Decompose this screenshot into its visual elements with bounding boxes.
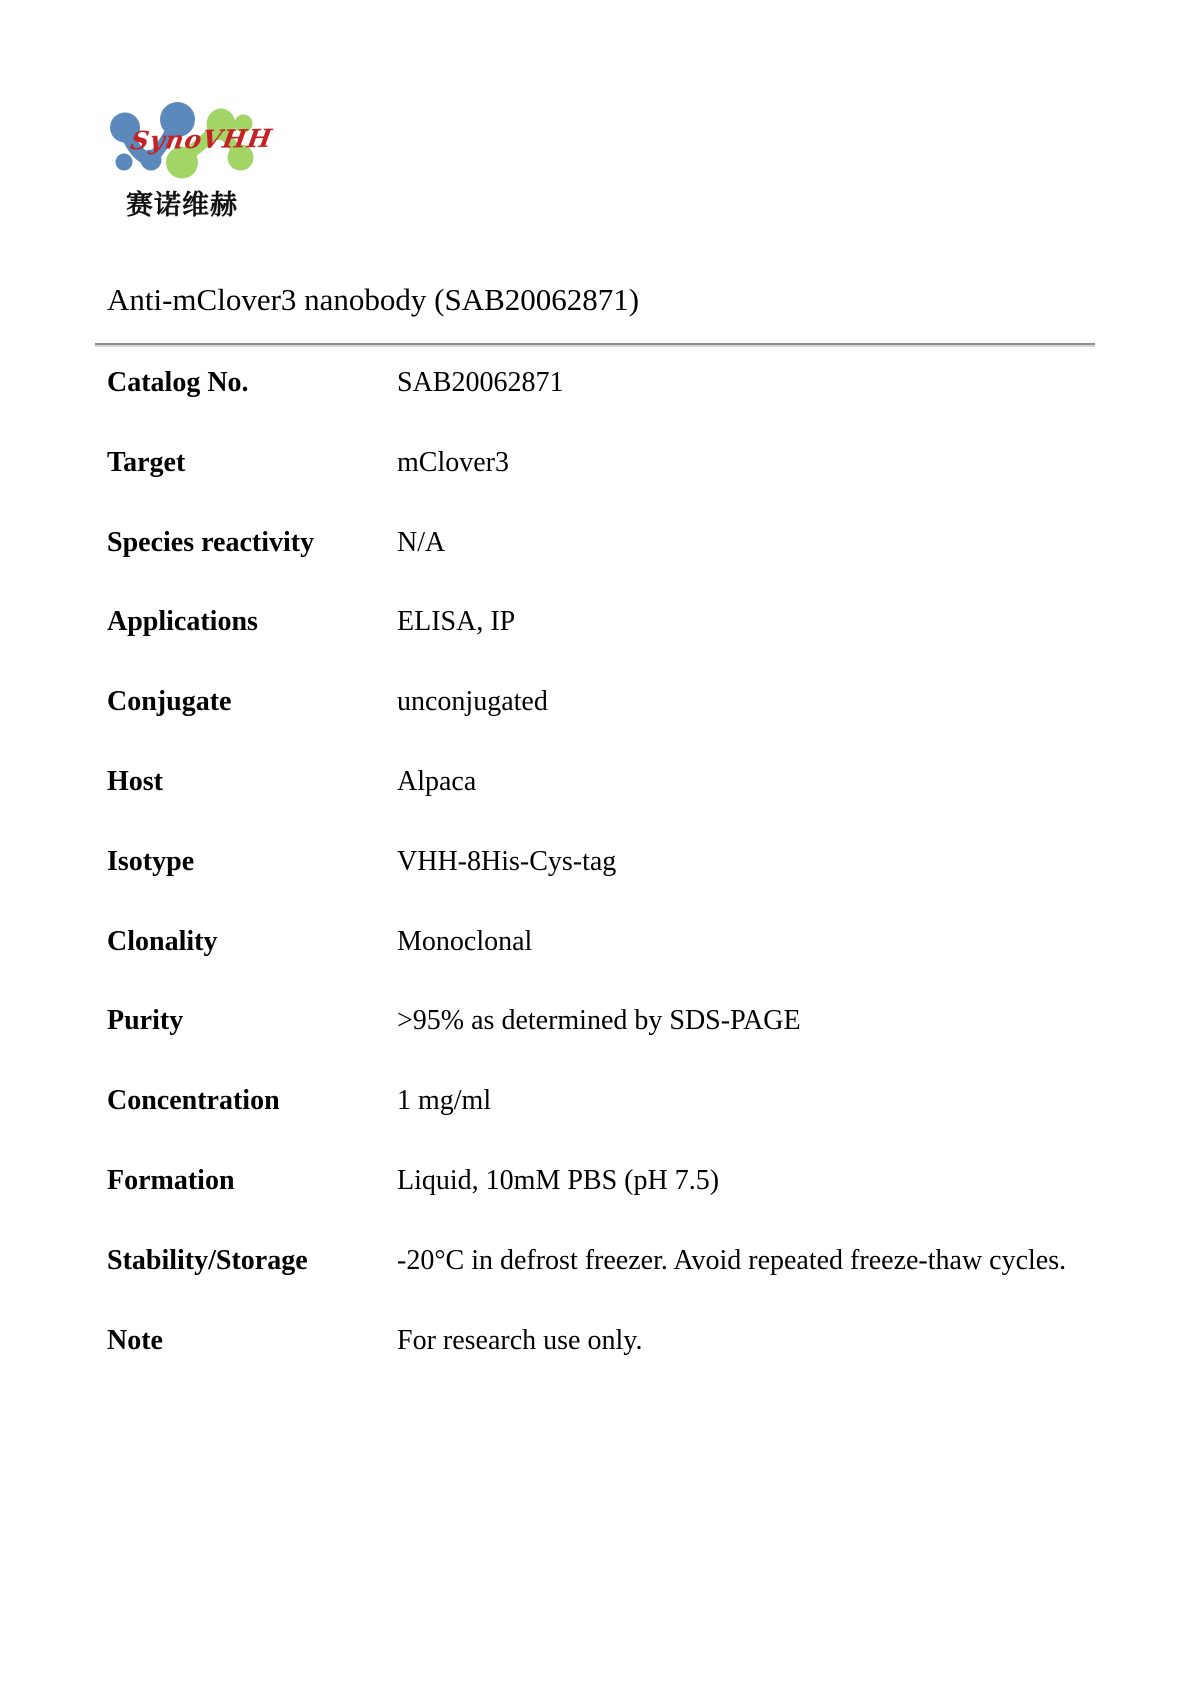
- field-label: Conjugate: [107, 686, 232, 718]
- field-row: [107, 845, 1097, 925]
- product-table-body: [107, 366, 1097, 1403]
- field-value: N/A: [397, 526, 446, 558]
- field-label: Clonality: [107, 925, 218, 957]
- field-row: [107, 526, 1097, 606]
- field-label: Species reactivity: [107, 526, 315, 558]
- field-row: [107, 1324, 1097, 1404]
- field-row: [107, 366, 1097, 446]
- field-row: [107, 446, 1097, 526]
- field-row: [107, 1084, 1097, 1164]
- field-value: Alpaca: [397, 765, 477, 797]
- field-label: Isotype: [107, 845, 195, 877]
- field-value: VHH-8His-Cys-tag: [397, 845, 617, 877]
- company-name-chinese: 赛诺维赫: [126, 190, 238, 221]
- field-value: 1 mg/ml: [397, 1085, 492, 1117]
- field-value: Monoclonal: [397, 925, 533, 957]
- field-label: Concentration: [107, 1085, 280, 1117]
- field-row: [107, 605, 1097, 685]
- title-divider: [95, 343, 1095, 345]
- field-label: Stability/Storage: [107, 1244, 308, 1276]
- page-title: Anti-mClover3 nanobody (SAB20062871): [107, 282, 640, 317]
- field-value: For research use only.: [397, 1324, 643, 1356]
- field-row: [107, 685, 1097, 765]
- field-value: mClover3: [397, 446, 509, 478]
- field-label: Purity: [107, 1005, 184, 1037]
- field-row: [107, 1004, 1097, 1084]
- field-row: [107, 765, 1097, 845]
- product-spec-table: [107, 366, 1097, 1403]
- field-label: Note: [107, 1324, 163, 1356]
- logo-wordmark: SynoVHH: [128, 123, 275, 156]
- field-row: [107, 1164, 1097, 1244]
- field-label: Catalog No.: [107, 367, 249, 398]
- field-value: unconjugated: [397, 686, 548, 718]
- field-label: Applications: [107, 606, 258, 638]
- field-row: [107, 925, 1097, 1005]
- field-value: >95% as determined by SDS-PAGE: [397, 1005, 801, 1037]
- field-label: Host: [107, 765, 163, 797]
- field-value: -20°C in defrost freezer. Avoid repeated freeze-thaw cycles.: [397, 1244, 1067, 1276]
- field-label: Formation: [107, 1164, 235, 1196]
- field-value: ELISA, IP: [397, 606, 516, 638]
- field-row: [107, 1244, 1097, 1324]
- field-value: Liquid, 10mM PBS (pH 7.5): [397, 1164, 720, 1196]
- field-value: SAB20062871: [397, 367, 564, 398]
- field-label: Target: [107, 446, 186, 478]
